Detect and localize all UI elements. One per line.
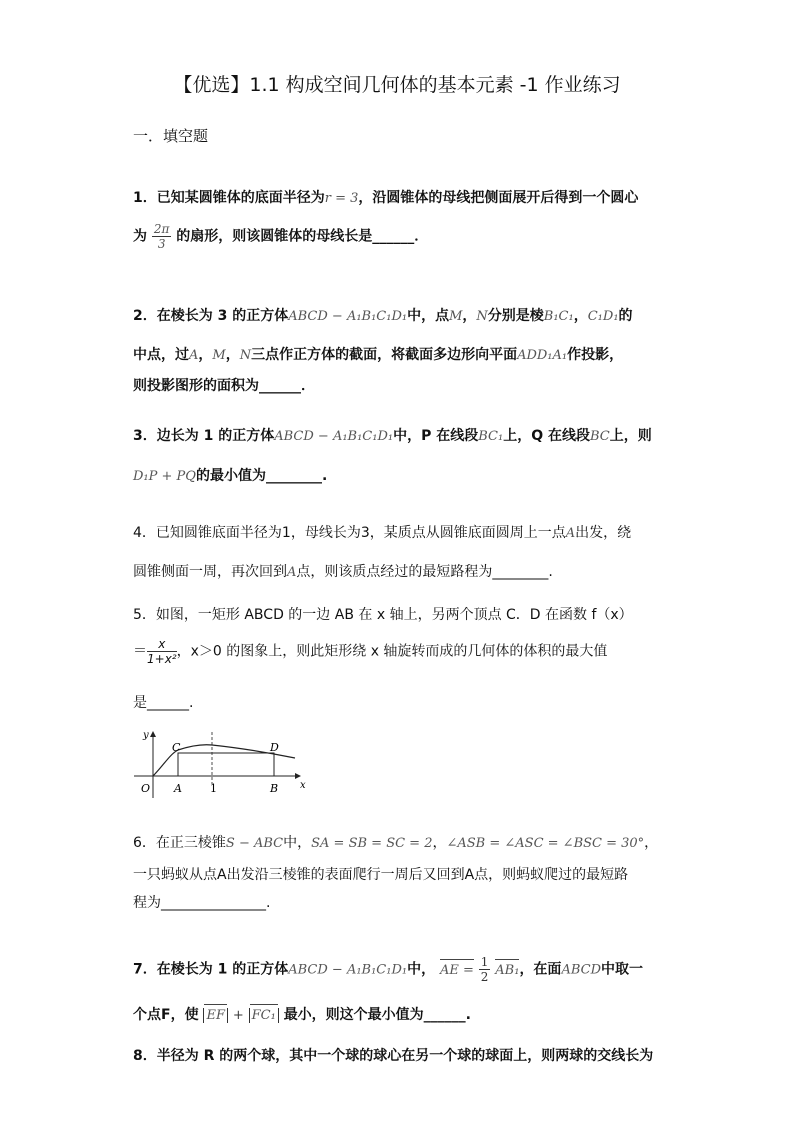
question-2-line-1: 2．在棱长为 3 的正方体ABCD − A₁B₁C₁D₁中，点M，N分别是棱B₁C₁，C₁D₁的	[133, 308, 633, 324]
vector-ae: AE =	[439, 962, 474, 978]
label-a: A	[174, 782, 182, 795]
label-b: B	[270, 782, 279, 795]
question-5-line-2: ＝ $\frac{x}{\text{1+x²}}$ ，x＞0 的图象上，则此矩形绕 x 轴旋转而成的几何体的体积的最大值	[133, 637, 608, 666]
question-3-line-2: D₁P + PQ的最小值为________.	[133, 468, 328, 484]
question-2-line-3: 则投影图形的面积为______．	[133, 378, 315, 394]
question-6-line-3: 程为_______________.	[133, 895, 271, 911]
question-4-line-1: 4．已知圆锥底面半径为1，母线长为3，某质点从圆锥底面圆周上一点A出发，绕	[133, 525, 632, 541]
question-6-line-2: 一只蚂蚁从点A出发沿三棱锥的表面爬行一周后又回到A点，则蚂蚁爬过的最短路	[133, 867, 629, 883]
fraction-x-over-1-plus-x2: $\frac{x}{\text{1+x²}}$	[147, 637, 177, 666]
question-4-line-2: 圆锥侧面一周，再次回到A点，则该质点经过的最短路程为________.	[133, 564, 553, 580]
fraction-one-half: $\frac{1}{2}$	[480, 955, 489, 984]
label-y: y	[143, 730, 149, 741]
vector-ef-magnitude: EF	[203, 1008, 228, 1023]
question-7-line-2: 个点F，使 EF + FC₁ 最小，则这个最小值为______.	[133, 1007, 472, 1023]
function-graph-figure	[130, 728, 320, 800]
label-c: C	[172, 741, 181, 754]
question-3-line-1: 3．边长为 1 的正方体ABCD − A₁B₁C₁D₁中，P 在线段BC₁上，Q 在线段BC上，则	[133, 428, 652, 444]
label-1: 1	[210, 782, 217, 795]
question-5-line-3: 是______.	[133, 695, 194, 711]
rectangle-abcd	[178, 753, 274, 776]
math-radius: r = 3	[324, 191, 359, 206]
question-1-line-2: 为 $\frac{2\pi}{3}$ 的扇形，则该圆锥体的母线长是______．	[133, 222, 429, 251]
question-6-line-1: 6．在正三棱锥S − ABC中，SA = SB = SC = 2，∠ASB = ∠ASC = ∠BSC = 30°，	[133, 835, 659, 851]
label-o: O	[141, 782, 151, 795]
label-x: x	[300, 780, 306, 791]
question-1-line-1: 1．已知某圆锥体的底面半径为r = 3，沿圆锥体的母线把侧面展开后得到一个圆心	[133, 190, 639, 206]
vector-ab1: AB₁	[495, 962, 520, 978]
question-7-line-1: 7．在棱长为 1 的正方体ABCD − A₁B₁C₁D₁中， AE = $\frac{1}{2}$ AB₁，在面ABCD中取一	[133, 955, 643, 984]
question-8-line-1: 8．半径为 R 的两个球，其中一个球的球心在另一个球的球面上，则两球的交线长为	[133, 1048, 654, 1064]
fraction-2pi-over-3: $\frac{2\pi}{3}$	[153, 222, 170, 251]
section-heading: 一．填空题	[133, 127, 209, 145]
question-2-line-2: 中点，过A，M，N三点作正方体的截面，将截面多边形向平面ADD₁A₁作投影，	[133, 347, 624, 363]
question-5-line-1: 5．如图，一矩形 ABCD 的一边 AB 在 x 轴上，另两个顶点 C．D 在函数 f（x）	[133, 607, 633, 623]
label-d: D	[270, 741, 279, 754]
page-title: 【优选】1.1 构成空间几何体的基本元素 -1 作业练习	[173, 74, 621, 96]
vector-fc1-magnitude: FC₁	[249, 1008, 279, 1023]
